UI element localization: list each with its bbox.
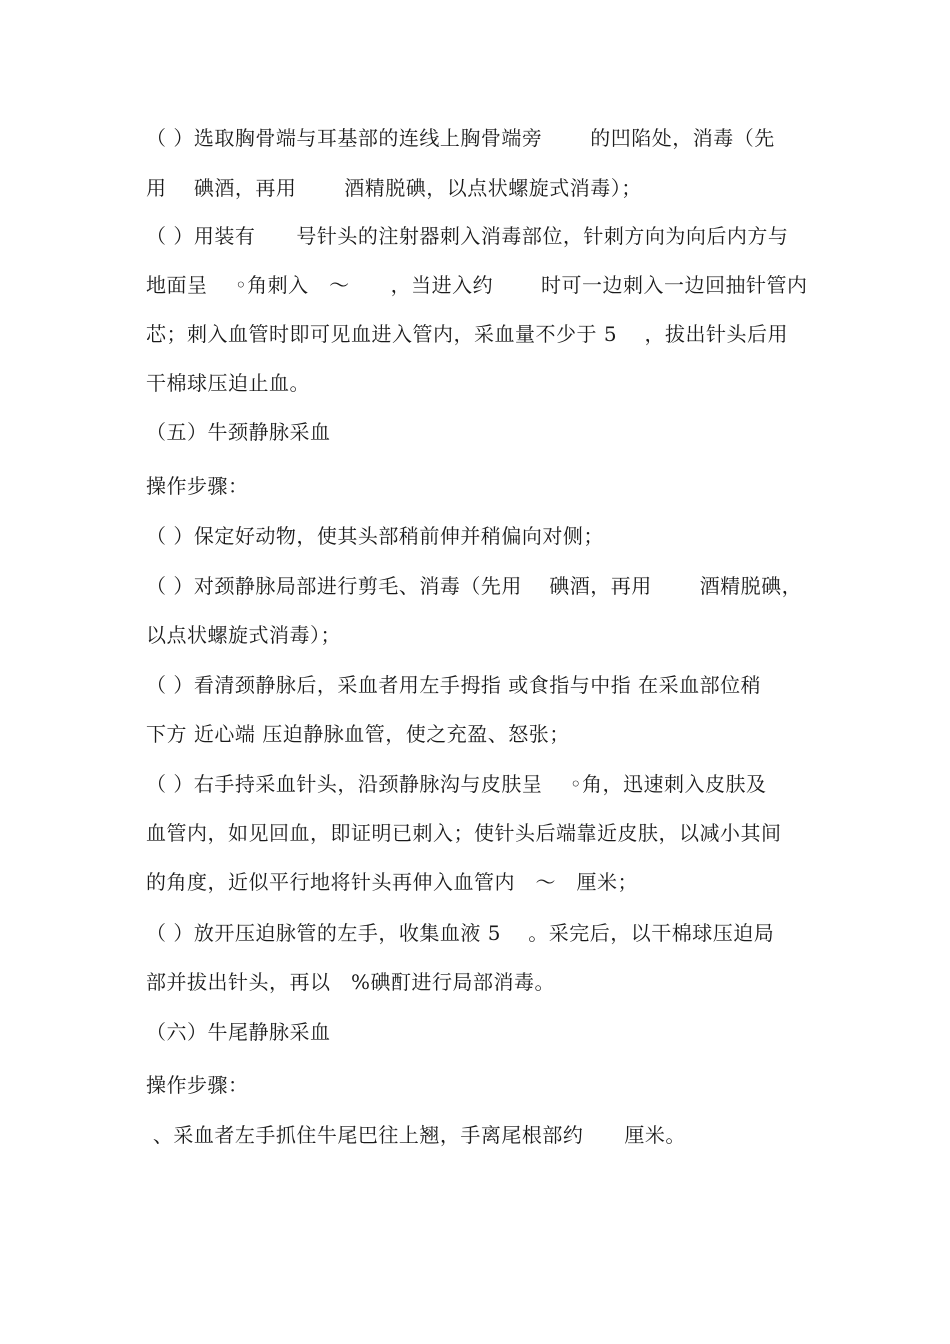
text-line: （ ）右手持采血针头，沿颈静脉沟与皮肤呈 ◦角，迅速刺入皮肤及: [146, 772, 767, 796]
text-line: 地面呈 ◦角刺入 ～ ，当进入约 时可一边刺入一边回抽针管内: [146, 273, 808, 297]
text-line: （ ）看清颈静脉后，采血者用左手拇指 或食指与中指 在采血部位稍: [146, 673, 762, 697]
subheading: 操作步骤：: [146, 1073, 249, 1097]
text-line: 下方 近心端 压迫静脉血管，使之充盈、怒张；: [146, 722, 570, 746]
text-line: （ ）放开压迫脉管的左手，收集血液 5 。采完后，以干棉球压迫局: [146, 921, 775, 945]
section-heading: （六）牛尾静脉采血: [146, 1020, 331, 1044]
text-line: 的角度，近似平行地将针头再伸入血管内 ～ 厘米；: [146, 870, 638, 894]
subheading: 操作步骤：: [146, 474, 249, 498]
text-line: 以点状螺旋式消毒）；: [146, 623, 341, 647]
text-line: （ ）用装有 号针头的注射器刺入消毒部位，针刺方向为向后内方与: [146, 224, 789, 248]
text-line: 用 碘酒，再用 酒精脱碘，以点状螺旋式消毒）；: [146, 176, 642, 200]
text-line: 血管内，如见回血，即证明已刺入；使针头后端靠近皮肤，以减小其间: [146, 821, 782, 845]
text-line: 部并拔出针头，再以 %碘酊进行局部消毒。: [146, 970, 556, 994]
text-line: （ ）保定好动物，使其头部稍前伸并稍偏向对侧；: [146, 524, 604, 548]
text-line: 芯；刺入血管时即可见血进入管内，采血量不少于 5 ，拔出针头后用: [146, 322, 788, 346]
text-line: （ ）对颈静脉局部进行剪毛、消毒（先用 碘酒，再用 酒精脱碘，: [146, 574, 803, 598]
section-heading: （五）牛颈静脉采血: [146, 420, 331, 444]
text-line: 、采血者左手抓住牛尾巴往上翘，手离尾根部约 厘米。: [146, 1123, 686, 1147]
text-line: 干棉球压迫止血。: [146, 371, 310, 395]
text-line: （ ）选取胸骨端与耳基部的连线上胸骨端旁 的凹陷处，消毒（先: [146, 126, 775, 150]
